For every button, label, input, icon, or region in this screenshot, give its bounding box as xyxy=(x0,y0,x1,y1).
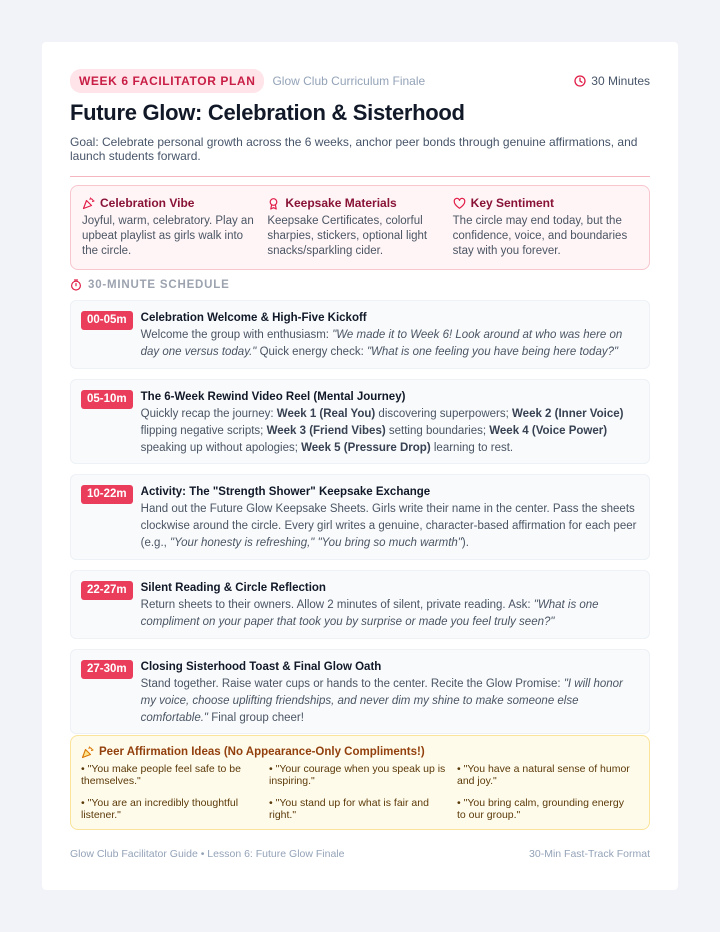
schedule-block xyxy=(70,379,650,464)
body-text: speaking up without apologies; xyxy=(140,442,302,454)
quote-text: "What is one feeling you have being here today?" xyxy=(366,346,619,358)
time-badge: 05-10m xyxy=(81,390,133,409)
body-text: Welcome the group with enthusiasm: xyxy=(140,329,333,341)
emphasis-text: Week 2 (Inner Voice) xyxy=(512,408,624,420)
party-popper-icon xyxy=(82,197,95,210)
peer-item: • "Your courage when you speak up is inspiring." xyxy=(269,763,446,787)
emphasis-text: Week 3 (Friend Vibes) xyxy=(266,425,386,437)
time-badge: 10-22m xyxy=(81,485,133,504)
quote-text: "Your honesty is refreshing," "You bring so much warmth" xyxy=(170,537,462,549)
footer-right: 30-Min Fast-Track Format xyxy=(529,848,650,860)
ribbon-award-icon xyxy=(267,197,280,210)
body-text: Quickly recap the journey: xyxy=(140,408,277,420)
week-badge: WEEK 6 FACILITATOR PLAN xyxy=(70,69,264,93)
body-text: Stand together. Raise water cups or hands to the center. Recite the Glow Promise: xyxy=(140,678,564,690)
peer-item: • "You have a natural sense of humor and joy." xyxy=(457,763,630,787)
duration xyxy=(574,74,650,88)
block-title: The 6-Week Rewind Video Reel (Mental Journey) xyxy=(140,391,406,403)
body-text: learning to rest. xyxy=(430,442,514,454)
body-text: Quick energy check: xyxy=(256,346,367,358)
header-bar xyxy=(70,70,650,92)
quote-text: "We made it to Week 6! Look around at who was here on day one versus today." xyxy=(140,329,623,358)
info-text: Keepsake Certificates, colorful sharpies, stickers, optional light snacks/sparkling cider. xyxy=(267,215,428,257)
block-title: Celebration Welcome & High-Five Kickoff xyxy=(140,312,367,324)
info-title: Keepsake Materials xyxy=(285,196,397,210)
schedule-block xyxy=(70,300,650,369)
info-text: The circle may end today, but the confidence, voice, and boundaries stay with you forever. xyxy=(452,215,628,257)
block-title: Silent Reading & Circle Reflection xyxy=(140,582,326,594)
quote-text: "What is one compliment on your paper that took you by surprise or made you feel truly seen?" xyxy=(140,599,599,628)
time-badge: 00-05m xyxy=(81,311,133,330)
body-text: discovering superpowers; xyxy=(375,408,513,420)
info-key-sentiment xyxy=(453,196,638,259)
body-text: Final group cheer! xyxy=(208,712,304,724)
plan-page xyxy=(42,42,678,890)
time-badge: 27-30m xyxy=(81,660,133,679)
emphasis-text: Week 1 (Real You) xyxy=(276,408,376,420)
peer-item: • "You are an incredibly thoughtful listener." xyxy=(81,797,239,821)
peer-item: • "You bring calm, grounding energy to our group." xyxy=(457,797,624,821)
footer-left: Glow Club Facilitator Guide • Lesson 6: Future Glow Finale xyxy=(70,848,345,860)
emphasis-text: Week 4 (Voice Power) xyxy=(489,425,608,437)
schedule-heading-label: 30-MINUTE SCHEDULE xyxy=(88,279,230,291)
body-text: ). xyxy=(461,537,469,549)
sparkle-party-icon xyxy=(81,746,94,759)
info-keepsake-materials xyxy=(267,196,452,259)
schedule-block xyxy=(70,649,650,734)
body-text: flipping negative scripts; xyxy=(140,425,267,437)
schedule-block xyxy=(70,570,650,639)
schedule-block xyxy=(70,474,650,560)
block-body xyxy=(141,676,639,727)
peer-item: • "You stand up for what is fair and right." xyxy=(269,797,429,821)
duration-label: 30 Minutes xyxy=(591,74,650,88)
body-text: setting boundaries; xyxy=(385,425,490,437)
peer-list xyxy=(81,763,639,821)
emphasis-text: Week 5 (Pressure Drop) xyxy=(301,442,431,454)
heart-icon xyxy=(453,197,466,210)
block-body xyxy=(141,327,639,361)
page-title: Future Glow: Celebration & Sisterhood xyxy=(70,100,465,125)
peer-affirmation-box xyxy=(70,735,650,830)
block-body xyxy=(141,501,639,552)
info-celebration-vibe xyxy=(82,196,267,259)
info-text: Joyful, warm, celebratory. Play an upbeat playlist as girls walk into the circle. xyxy=(82,215,254,257)
body-text: Hand out the Future Glow Keepsake Sheets. Girls write their name in the center. Pass the sheets clockwise around the circle. Every girl writes a genuine, character-based affirmation for each peer (e.g., xyxy=(140,503,637,549)
info-box xyxy=(70,185,650,270)
time-badge: 22-27m xyxy=(81,581,133,600)
block-body xyxy=(141,406,639,457)
block-body xyxy=(141,597,639,631)
divider xyxy=(70,176,650,177)
quote-text: "I will honor my voice, choose uplifting friendships, and never dim my shine to make someone else comfortable." xyxy=(140,678,623,724)
curriculum-subtitle: Glow Club Curriculum Finale xyxy=(272,74,426,88)
info-title: Celebration Vibe xyxy=(100,196,195,210)
goal-text: Goal: Celebrate personal growth across the 6 weeks, anchor peer bonds through genuine affirmations, and launch students forward. xyxy=(70,135,638,163)
info-title: Key Sentiment xyxy=(470,196,555,210)
footer xyxy=(70,848,650,860)
timer-icon xyxy=(70,279,82,291)
clock-icon xyxy=(574,75,586,87)
body-text: Return sheets to their owners. Allow 2 minutes of silent, private reading. Ask: xyxy=(140,599,534,611)
block-title: Activity: The "Strength Shower" Keepsake Exchange xyxy=(140,486,431,498)
block-title: Closing Sisterhood Toast & Final Glow Oath xyxy=(140,661,382,673)
peer-item: • "You make people feel safe to be themselves." xyxy=(81,763,241,787)
plan-content xyxy=(70,70,650,860)
schedule-heading xyxy=(70,278,650,292)
peer-title: Peer Affirmation Ideas (No Appearance-Only Compliments!) xyxy=(99,746,425,758)
